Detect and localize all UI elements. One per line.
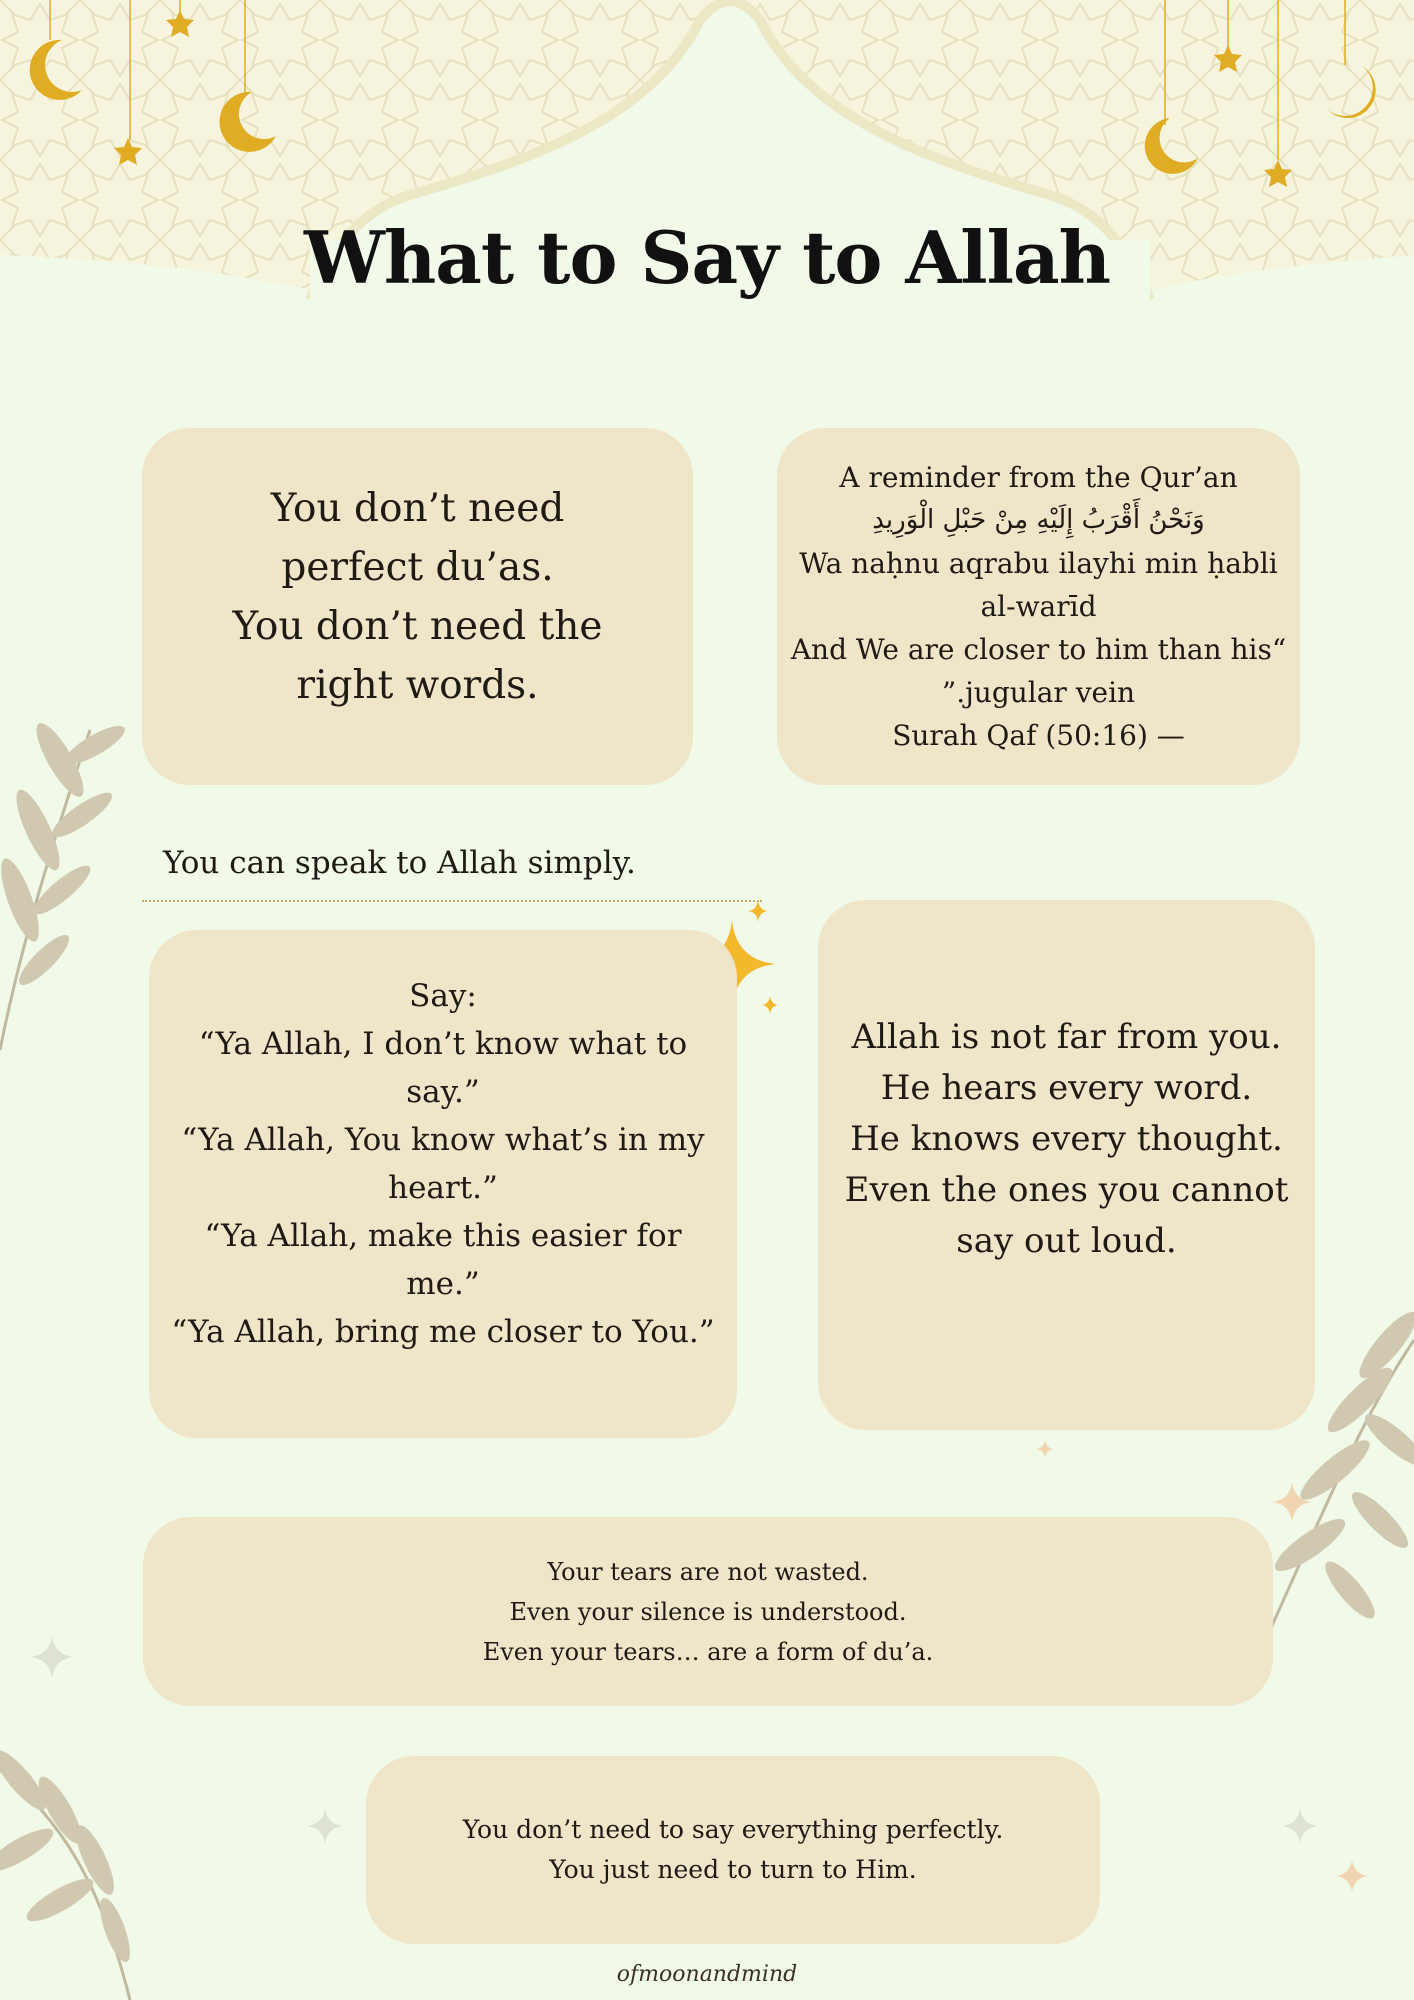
- transliteration: al-warīd: [980, 590, 1097, 623]
- card-line: heart.”: [388, 1170, 498, 1206]
- card-line: right words.: [296, 662, 539, 708]
- card-line: Your tears are not wasted.: [547, 1557, 869, 1586]
- leaf-branch-left: [0, 718, 129, 1050]
- card-line: “Ya Allah, bring me closer to You.”: [171, 1314, 715, 1350]
- sparkle-icon: [1336, 1860, 1368, 1892]
- allah-is-near-card: [818, 900, 1315, 1430]
- card-line: “Ya Allah, You know what’s in my: [181, 1122, 705, 1158]
- card-line: “Ya Allah, make this easier for: [204, 1218, 682, 1254]
- arabic-verse: وَنَحْنُ أَقْرَبُ إِلَيْهِ مِنْ حَبْلِ الْوَرِيدِ: [872, 505, 1205, 535]
- sparkle-icon: [1036, 1440, 1054, 1458]
- card-line: say out loud.: [956, 1221, 1177, 1261]
- simple-speech-text: You can speak to Allah simply.: [163, 845, 636, 881]
- card-line: A reminder from the Qur’an: [839, 461, 1238, 494]
- tears-card: [143, 1517, 1273, 1706]
- card-line: You don’t need the: [232, 603, 603, 649]
- verse-reference: Surah Qaf (50:16) —: [892, 719, 1185, 752]
- card-line: Say:: [409, 978, 477, 1014]
- card-line: He hears every word.: [880, 1068, 1253, 1108]
- reassurance-card: [142, 428, 693, 785]
- translation: ”.jugular vein: [941, 676, 1136, 709]
- card-line: He knows every thought.: [850, 1119, 1283, 1159]
- turn-to-him-card: [366, 1756, 1100, 1944]
- quran-reminder-card: [777, 428, 1300, 785]
- card-line: Even your silence is understood.: [509, 1597, 907, 1626]
- card-line: Even your tears… are a form of du’a.: [482, 1637, 934, 1666]
- card-line: You don’t need to say everything perfectly.: [462, 1815, 1004, 1844]
- sparkle-icon: [1282, 1808, 1318, 1844]
- card-line: perfect du’as.: [281, 544, 554, 590]
- card-line: Even the ones you cannot: [844, 1170, 1289, 1210]
- translation: And We are closer to him than his“: [790, 633, 1287, 666]
- transliteration: Wa naḥnu aqrabu ilayhi min ḥabli: [799, 547, 1278, 580]
- dua-examples-card: [149, 930, 737, 1438]
- sparkle-icon: [30, 1635, 74, 1679]
- card-line: say.”: [406, 1074, 480, 1110]
- footer-handle: ofmoonandmind: [616, 1962, 798, 1987]
- card-line: Allah is not far from you.: [851, 1017, 1282, 1057]
- card-line: “Ya Allah, I don’t know what to: [198, 1026, 688, 1062]
- page-title: What to Say to Allah: [304, 215, 1110, 300]
- card-line: You just need to turn to Him.: [549, 1855, 917, 1884]
- card-line: me.”: [406, 1266, 480, 1302]
- sparkle-icon: [307, 1808, 343, 1844]
- dotted-divider: [142, 900, 762, 902]
- card-line: You don’t need: [270, 485, 565, 531]
